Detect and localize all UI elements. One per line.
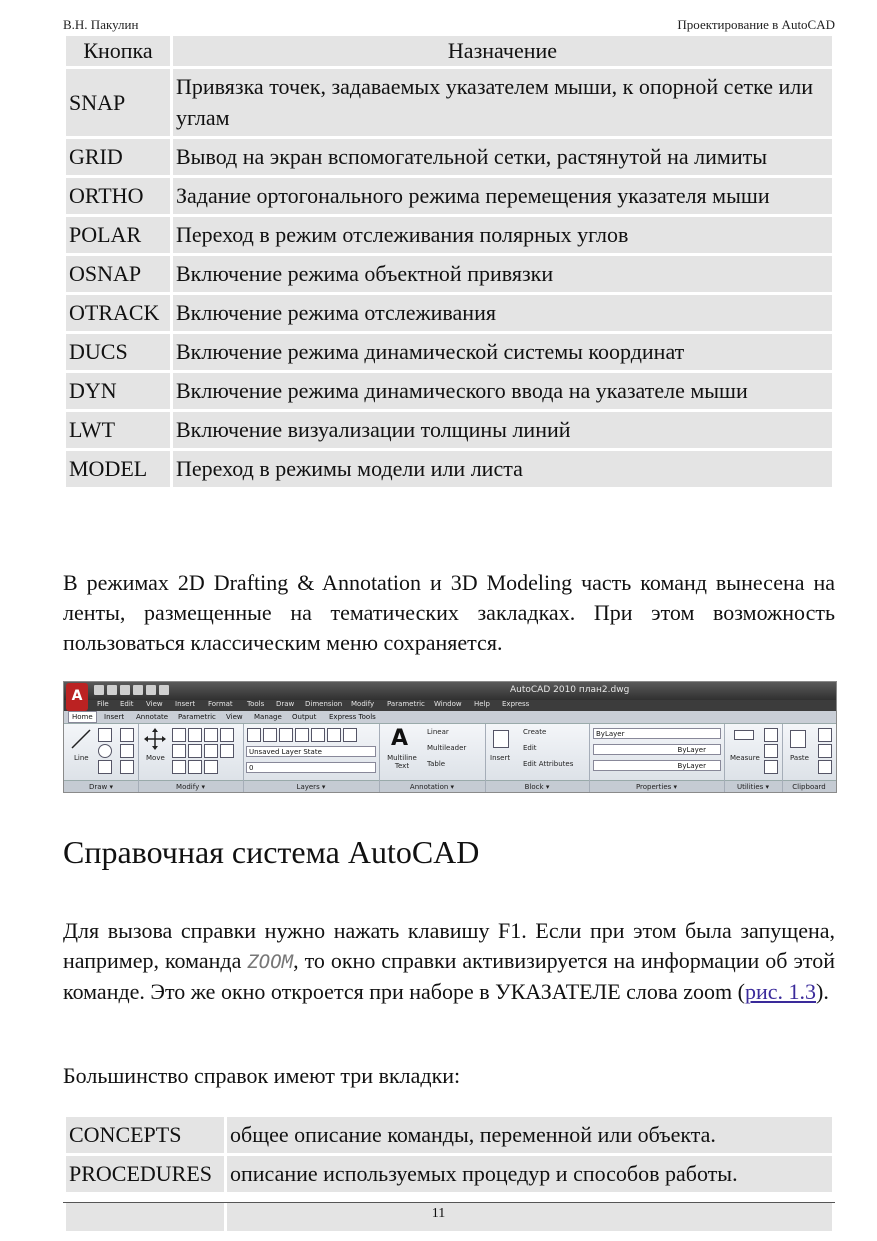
copy-clip-icon bbox=[818, 744, 832, 758]
tab-home: Home bbox=[68, 711, 97, 723]
section-title: Справочная система AutoCAD bbox=[63, 834, 480, 870]
table-row bbox=[66, 334, 832, 370]
panel-utilities bbox=[724, 724, 783, 792]
polyline-icon bbox=[98, 728, 112, 742]
menu-bar bbox=[64, 700, 836, 711]
copy-icon bbox=[220, 728, 234, 742]
cell-key: POLAR bbox=[66, 217, 170, 253]
page-number: 11 bbox=[431, 1206, 446, 1221]
cell-key: LWT bbox=[66, 412, 170, 448]
panel-label-clipboard: Clipboard bbox=[792, 783, 826, 791]
menu-view: View bbox=[146, 700, 163, 708]
line-icon bbox=[70, 728, 92, 750]
linear-dimension-button: Linear bbox=[427, 728, 449, 736]
stretch-icon bbox=[220, 744, 234, 758]
panel-label-layers: Layers ▾ bbox=[296, 783, 326, 791]
zoom-command: ZOOM bbox=[247, 951, 294, 973]
panel-annotation bbox=[379, 724, 486, 792]
cell-desc: Переход в режим отслеживания полярных углов bbox=[173, 217, 832, 253]
table-row bbox=[66, 139, 832, 175]
paragraph-help-text-a: Для вызова справки нужно нажать клавишу F1. Если при этом была запущена, например, команда bbox=[63, 918, 835, 973]
arc-icon bbox=[120, 728, 134, 742]
array-icon bbox=[188, 760, 202, 774]
circle-icon bbox=[98, 744, 112, 758]
multileader-button: Multileader bbox=[427, 744, 467, 752]
cell-key: MODEL bbox=[66, 451, 170, 487]
paragraph-tabs-intro: Большинство справок имеют три вкладки: bbox=[63, 1063, 461, 1088]
tab-output: Output bbox=[292, 713, 317, 721]
paste-button-label: Paste bbox=[790, 754, 809, 762]
table-row bbox=[66, 451, 832, 487]
header-author: В.Н. Пакулин bbox=[63, 17, 139, 32]
table-row bbox=[66, 1156, 832, 1192]
header-title: Проектирование в AutoCAD bbox=[677, 17, 835, 32]
tab-manage: Manage bbox=[254, 713, 282, 721]
panel-properties bbox=[589, 724, 725, 792]
line-button-label: Line bbox=[74, 754, 89, 762]
move-icon bbox=[144, 728, 166, 750]
ribbon-title-bar bbox=[64, 682, 836, 700]
cell-key: DYN bbox=[66, 373, 170, 409]
cell-desc: Задание ортогонального режима перемещения указателя мыши bbox=[173, 178, 832, 214]
panel-label-modify: Modify ▾ bbox=[176, 783, 205, 791]
menu-format: Format bbox=[208, 700, 233, 708]
cell-key: OSNAP bbox=[66, 256, 170, 292]
figure-link[interactable]: рис. 1.3 bbox=[744, 979, 817, 1004]
command-table bbox=[63, 33, 835, 490]
table-row bbox=[66, 69, 832, 136]
cell-key: GRID bbox=[66, 139, 170, 175]
rotate-icon bbox=[172, 728, 186, 742]
menu-draw: Draw bbox=[276, 700, 295, 708]
page-cut bbox=[63, 1192, 835, 1202]
panel-layers bbox=[243, 724, 380, 792]
panel-clipboard bbox=[782, 724, 836, 792]
lineweight-dropdown: ByLayer bbox=[593, 760, 721, 771]
menu-dimension: Dimension bbox=[305, 700, 343, 708]
new-icon bbox=[94, 685, 104, 695]
table-row bbox=[66, 412, 832, 448]
insert-block-icon bbox=[493, 730, 509, 748]
paragraph-help bbox=[63, 916, 835, 1007]
create-block-button: Create bbox=[523, 728, 547, 736]
layer-icon bbox=[327, 728, 341, 742]
panel-label-block: Block ▾ bbox=[524, 783, 550, 791]
color-dropdown: ByLayer bbox=[593, 728, 721, 739]
menu-parametric: Parametric bbox=[387, 700, 425, 708]
cell-desc: Включение режима объектной привязки bbox=[173, 256, 832, 292]
redo-icon bbox=[146, 685, 156, 695]
cell-desc: общее описание команды, переменной или объекта. bbox=[227, 1117, 832, 1153]
cell-desc: Включение режима динамического ввода на указателе мыши bbox=[173, 373, 832, 409]
footer-rule bbox=[63, 1202, 835, 1203]
insert-button-label: Insert bbox=[490, 754, 511, 762]
autocad-ribbon-screenshot bbox=[63, 681, 837, 793]
panel-label-properties: Properties ▾ bbox=[635, 783, 678, 791]
table-row bbox=[66, 1117, 832, 1153]
menu-tools: Tools bbox=[247, 700, 265, 708]
layer-state-dropdown: Unsaved Layer State bbox=[246, 746, 376, 757]
panel-draw bbox=[64, 724, 139, 792]
menu-file: File bbox=[97, 700, 109, 708]
cell-desc: описание используемых процедур и способов работы. bbox=[227, 1156, 832, 1192]
menu-insert: Insert bbox=[175, 700, 196, 708]
layer-icon bbox=[263, 728, 277, 742]
move-button-label: Move bbox=[146, 754, 165, 762]
rectangle-icon bbox=[120, 744, 134, 758]
cell-desc: Привязка точек, задаваемых указателем мыши, к опорной сетке или углам bbox=[173, 69, 832, 136]
explode-icon bbox=[204, 744, 218, 758]
trim-icon bbox=[188, 728, 202, 742]
multiline-text-label: Multiline Text bbox=[387, 754, 417, 770]
scale-icon bbox=[172, 760, 186, 774]
col-header-purpose: Назначение bbox=[173, 36, 832, 66]
menu-edit: Edit bbox=[120, 700, 134, 708]
cell-desc: Включение визуализации толщины линий bbox=[173, 412, 832, 448]
menu-express: Express bbox=[502, 700, 530, 708]
col-header-button: Кнопка bbox=[66, 36, 170, 66]
cell-key: PROCEDURES bbox=[66, 1156, 224, 1192]
cell-desc: Вывод на экран вспомогательной сетки, растянутой на лимиты bbox=[173, 139, 832, 175]
multiline-text-icon: A bbox=[391, 726, 409, 751]
linetype-dropdown: ByLayer bbox=[593, 744, 721, 755]
undo-icon bbox=[133, 685, 143, 695]
edit-block-button: Edit bbox=[523, 744, 537, 752]
panel-label-annotation: Annotation ▾ bbox=[409, 783, 455, 791]
cell-desc: Переход в режимы модели или листа bbox=[173, 451, 832, 487]
measure-button-label: Measure bbox=[730, 754, 760, 762]
cell-key: DUCS bbox=[66, 334, 170, 370]
layer-dropdown: 0 bbox=[246, 762, 376, 773]
open-icon bbox=[107, 685, 117, 695]
paragraph-help-text-b: , то окно справки активизируется на информации об этой команде. Это же окно откроется при наборе в УКАЗАТЕЛЕ слова zoom ( bbox=[63, 948, 835, 1004]
tab-view: View bbox=[226, 713, 243, 721]
cell-key: ORTHO bbox=[66, 178, 170, 214]
ribbon-tabs bbox=[64, 711, 836, 724]
tab-annotate: Annotate bbox=[136, 713, 169, 721]
layer-icon bbox=[295, 728, 309, 742]
layer-properties-icon bbox=[247, 728, 261, 742]
layer-icon bbox=[311, 728, 325, 742]
tab-express-tools: Express Tools bbox=[329, 713, 376, 721]
ellipse-icon bbox=[98, 760, 112, 774]
mirror-icon bbox=[172, 744, 186, 758]
measure-icon bbox=[734, 730, 754, 740]
tab-parametric: Parametric bbox=[178, 713, 216, 721]
panel-label-utilities: Utilities ▾ bbox=[736, 783, 770, 791]
tab-insert: Insert bbox=[104, 713, 125, 721]
match-properties-icon bbox=[818, 760, 832, 774]
edit-attributes-button: Edit Attributes bbox=[523, 760, 574, 768]
cell-key: OTRACK bbox=[66, 295, 170, 331]
erase-icon bbox=[204, 728, 218, 742]
menu-help: Help bbox=[474, 700, 490, 708]
paste-icon bbox=[790, 730, 806, 748]
table-row bbox=[66, 295, 832, 331]
table-row bbox=[66, 256, 832, 292]
table-row bbox=[66, 373, 832, 409]
quick-access-toolbar bbox=[94, 685, 169, 695]
cell-key: SNAP bbox=[66, 69, 170, 136]
panel-block bbox=[485, 724, 590, 792]
application-button: A bbox=[66, 683, 88, 711]
print-icon bbox=[159, 685, 169, 695]
cell-key: CONCEPTS bbox=[66, 1117, 224, 1153]
cut-icon bbox=[818, 728, 832, 742]
menu-modify: Modify bbox=[351, 700, 375, 708]
paragraph-help-text-c: ). bbox=[816, 979, 829, 1004]
table-row bbox=[66, 217, 832, 253]
hatch-icon bbox=[120, 760, 134, 774]
calculator-icon bbox=[764, 760, 778, 774]
save-icon bbox=[120, 685, 130, 695]
fillet-icon bbox=[188, 744, 202, 758]
select-icon bbox=[764, 744, 778, 758]
panel-label-draw: Draw ▾ bbox=[88, 783, 114, 791]
layer-icon bbox=[279, 728, 293, 742]
menu-window: Window bbox=[434, 700, 462, 708]
panel-modify bbox=[138, 724, 244, 792]
layer-icon bbox=[343, 728, 357, 742]
cell-desc: Включение режима отслеживания bbox=[173, 295, 832, 331]
offset-icon bbox=[204, 760, 218, 774]
cell-desc: Включение режима динамической системы координат bbox=[173, 334, 832, 370]
paragraph-ribbons: В режимах 2D Drafting & Annotation и 3D Modeling часть команд вынесена на ленты, размещенные на тематических закладках. При этом возможность пользоваться классическим меню сохраняется. bbox=[63, 570, 835, 655]
window-title: AutoCAD 2010 план2.dwg bbox=[510, 685, 630, 695]
table-button: Table bbox=[427, 760, 446, 768]
table-row bbox=[66, 178, 832, 214]
quickcalc-icon bbox=[764, 728, 778, 742]
